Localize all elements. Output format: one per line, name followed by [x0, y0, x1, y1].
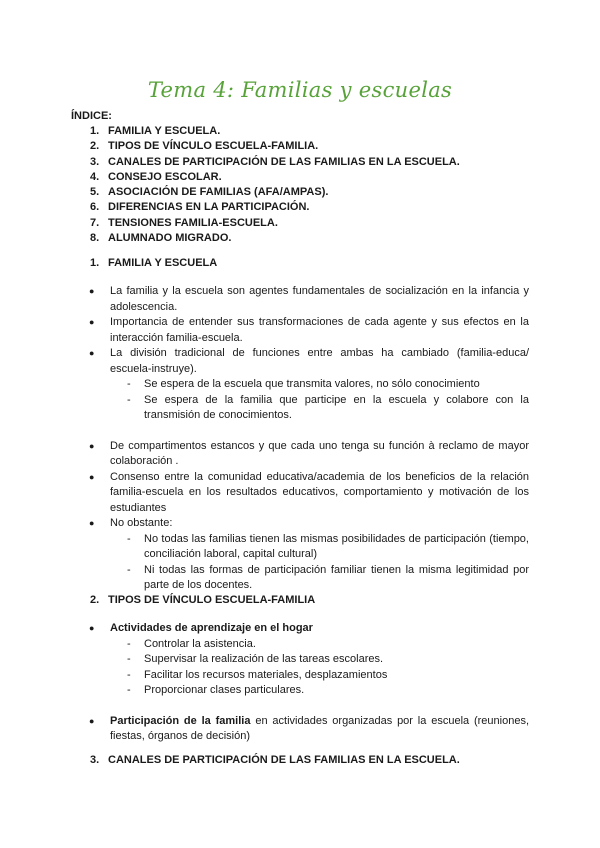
sub-list-item: - No todas las familias tienen las mismas posibilidades de participación (tiempo, conciliación laboral, capital cultural): [127, 532, 529, 560]
list-item: ● La familia y la escuela son agentes fundamentales de socialización en la infancia y adolescencia.: [89, 285, 529, 313]
toc-item: 4. CONSEJO ESCOLAR.: [90, 170, 222, 183]
toc-item: 6. DIFERENCIAS EN LA PARTICIPACIÓN.: [90, 201, 310, 214]
sub-list-item: - Controlar la asistencia.: [127, 637, 256, 650]
toc-item: 3. CANALES DE PARTICIPACIÓN DE LAS FAMILIAS EN LA ESCUELA.: [90, 155, 460, 168]
list-item: ● No obstante:: [89, 517, 173, 529]
list-item: ● Actividades de aprendizaje en el hogar: [89, 622, 313, 634]
list-item: ● Participación de la familia en actividades organizadas por la escuela (reuniones, fiestas, órganos de decisión): [89, 714, 530, 742]
sub-list-item: - Ni todas las formas de participación familiar tienen la misma legitimidad por parte de los docentes.: [127, 563, 529, 591]
list-item: ● La división tradicional de funciones entre ambas ha cambiado (familia-educa/ escuela-instruye).: [89, 347, 529, 375]
sub-list-item: - Se espera de la familia que participe en la escuela y colabore con la transmisión de conocimientos.: [127, 393, 529, 421]
sub-list-item: - Se espera de la escuela que transmita valores, no sólo conocimiento: [127, 378, 480, 390]
page-title: Tema 4: Familias y escuelas: [147, 78, 453, 102]
section-heading-1: 1. FAMILIA Y ESCUELA: [90, 257, 218, 269]
toc-item: 5. ASOCIACIÓN DE FAMILIAS (AFA/AMPAS).: [90, 186, 329, 199]
list-item: ● De compartimentos estancos y que cada uno tenga su función à reclamo de mayor colaboración .: [89, 439, 529, 467]
sub-list-item: - Proporcionar clases particulares.: [127, 684, 305, 696]
list-item: ● Consenso entre la comunidad educativa/academia de los beneficios de la relación familia-escuela en los resultados educativos, comportamiento y motivación de los estudiantes: [89, 470, 529, 514]
toc-item: 1. FAMILIA Y ESCUELA.: [90, 125, 221, 137]
toc-item: 2. TIPOS DE VÍNCULO ESCUELA-FAMILIA.: [90, 140, 319, 153]
section-heading-3: 3. CANALES DE PARTICIPACIÓN DE LAS FAMILIAS EN LA ESCUELA.: [90, 754, 460, 766]
index-label: ÍNDICE:: [71, 110, 112, 122]
toc-item: 7. TENSIONES FAMILIA-ESCUELA.: [90, 216, 278, 229]
sub-list-item: - Facilitar los recursos materiales, desplazamientos: [127, 668, 388, 681]
toc-item: 8. ALUMNADO MIGRADO.: [90, 232, 232, 245]
section-2-body: [87, 621, 529, 745]
list-item: ● Importancia de entender sus transformaciones de cada agente y sus efectos en la interacción familia-escuela.: [89, 316, 529, 344]
section-1-body: [87, 284, 529, 594]
section-heading-2: 2. TIPOS DE VÍNCULO ESCUELA-FAMILIA: [90, 594, 316, 606]
table-of-contents: [90, 124, 530, 246]
sub-list-item: - Supervisar la realización de las tareas escolares.: [127, 653, 384, 665]
